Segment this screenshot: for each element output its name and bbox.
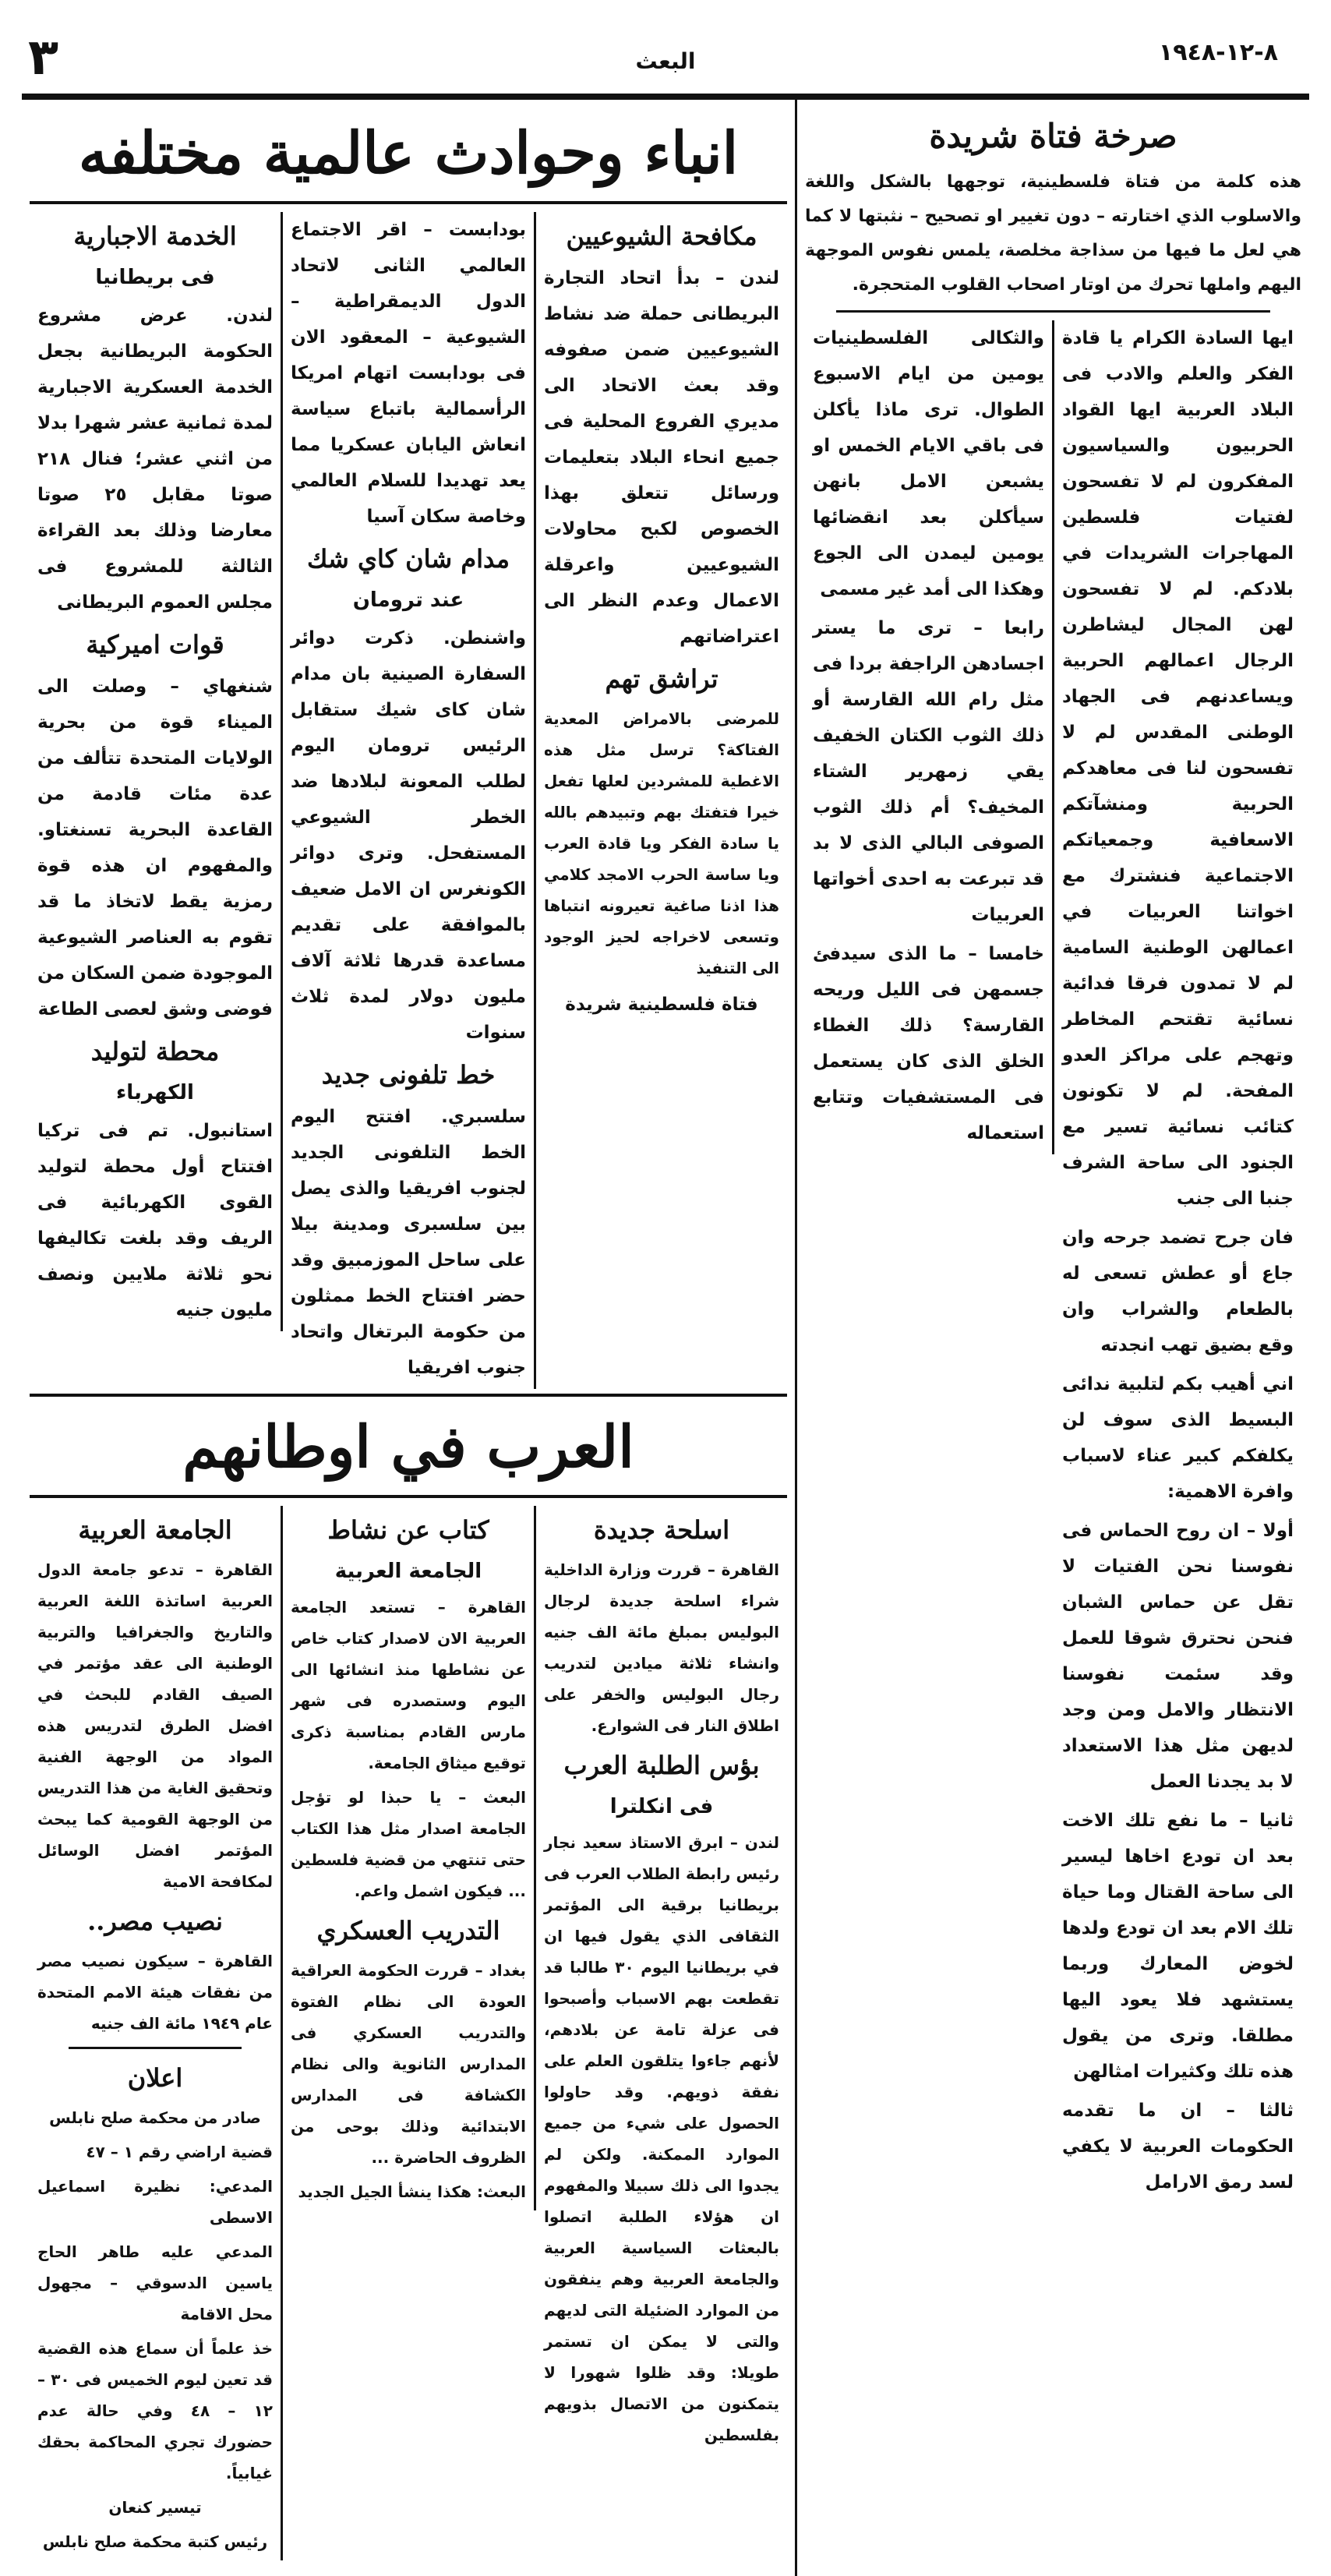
scream-paragraph: فان جرح تضمد جرحه وان جاع أو عطش تسعى له بالطعام والشراب وان وقع بضيق تهب انجدته — [1062, 1228, 1294, 1355]
article-body: لندن – بدأ اتحاد التجارة البريطانى حملة ضد نشاط الشيوعيين ضمن صفوفه وقد بعث الاتحاد الى مديري الفروع المحلية فى جميع انحاء البلاد بتعليمات ورسائل تتعلق بهذا الخصوص لكبح محاولات الشيوعيين واعرقلة الاعمال وعدم النظر الى اعتراضاتهم — [544, 268, 779, 647]
notice-title: اعلان — [127, 2063, 183, 2093]
article-title: التدريب العسكري — [316, 1916, 500, 1945]
article-body: القاهرة – قررت وزارة الداخلية شراء اسلحة جديدة لرجال البوليس بمبلغ مائة الف جنيه وانشاء ثلاثة ميادين لتدريب رجال البوليس والخفر على اطلاق النار فى الشوارع. — [544, 1560, 779, 1735]
editor-comment: البعث: هكذا ينشأ الجيل الجديد — [298, 2182, 526, 2201]
notice-line: خذ علماً أن سماع هذه القضية قد تعين ليوم الخميس فى ٣٠ – ١٢ – ٤٨ وفي حالة عدم حضورك تجري المحاكمة بحقك غيابياً. — [37, 2339, 274, 2482]
article-body: بغداد – قررت الحكومة العراقية العودة الى نظام الفتوة والتدريب العسكري فى المدارس الثانوية والى نظام الكشافة فى المدارس الابتدائية وذلك بوحى من الظروف الحاضرة ... — [291, 1961, 526, 2167]
intro-rule — [836, 310, 1270, 313]
article-title: خط تلفونى جديد — [321, 1060, 496, 1090]
section-rule — [30, 1394, 787, 1397]
arabs-columns — [30, 1506, 787, 2560]
article-title: كتاب عن نشاط — [327, 1515, 489, 1545]
article-subtitle: الجامعة العربية — [334, 1560, 482, 1583]
article-title: مدام شان كاي شك — [307, 544, 510, 574]
masthead — [22, 0, 1309, 100]
article-title: محطة لتوليد — [90, 1037, 220, 1066]
newspaper-name: البعث — [635, 48, 696, 74]
arabs-column-1 — [30, 1506, 283, 2560]
article-body: شنغهاي – وصلت الى الميناء قوة من بحرية الولايات المتحدة تتألف من عدة مئات قادمة من القاعدة البحرية تسنغتاو. والمفهوم ان هذه قوة رمزية يقط لاتخاذ ما قد تقوم به العناصر الشيوعية الموجودة ضمن السكان من فوضى وشق لعصى الطاعة — [37, 677, 273, 1019]
article-title: تراشق تهم — [605, 664, 718, 694]
world-news-column-2 — [283, 212, 536, 1389]
world-news-title: انباء وحوادث عالمية مختلفه — [78, 120, 739, 187]
world-news-columns — [30, 212, 787, 1389]
scream-paragraph: خامسا – ما الذى سيدفئ جسمهن فى الليل وريحه القارسة؟ ذلك الغطاء الخلق الذى كان يستعمل فى المستشفيات وتتابع استعماله — [813, 944, 1044, 1143]
article-subtitle: فى انكلترا — [609, 1795, 714, 1818]
scream-paragraph: ثانيا – ما نفع تلك الاخت بعد ان تودع اخاها ليسير الى ساحة القتال وما حياة تلك الام بعد ان تودع ولدها لخوض المعارك وربما يستشهد فلا يعود اليها مطلقا. وترى من يقول هذه تلك وكثيرات امثالهن — [1062, 1811, 1294, 2082]
arabs-column-2 — [283, 1506, 536, 2210]
article-body: لندن – ابرق الاستاذ سعيد نجار رئيس رابطة الطلاب العرب فى بريطانيا برقية الى المؤتمر الثقافى الذي يقول فيها ان في بريطانيا اليوم ٣٠ طالبا قد تقطعت بهم الاسباب وأصبحوا فى عزلة تامة عن بلادهم، لأنهم جاءوا يتلقون العلم على نفقة ذويهم. وقد حاولوا الحصول على شيء من جميع الموارد الممكنة. ولكن لم يجدوا الى ذلك سبيلا والمفهوم ان هؤلاء الطلبة اتصلوا بالبعثات السياسية العربية والجامعة العربية وهم ينفقون من الموارد الضئيلة التى لديهم والتى لا يمكن ان تستمر طويلا: وقد ظلوا شهورا لا يتمكنون من الاتصال بذويهم بفلسطين — [544, 1833, 779, 2444]
scream-column-right — [1054, 320, 1301, 2203]
article-body: استانبول. تم فى تركيا افتتاح أول محطة لتوليد القوى الكهربائية فى الريف وقد بلغت تكاليفها نحو ثلاثة ملايين ونصف مليون جنيه — [37, 1121, 273, 1320]
article-title: قوات اميركية — [86, 630, 224, 659]
notice-line: قضية اراضي رقم ١ – ٤٧ — [86, 2143, 273, 2161]
court-notice — [37, 2057, 273, 2557]
notice-signer-title: رئيس كتبة محكمة صلح نابلس — [42, 2532, 268, 2551]
article-body: القاهرة – سيكون نصيب مصر من نفقات هيئة الامم المتحدة عام ١٩٤٩ مائة الف جنيه — [37, 1952, 273, 2033]
article-body: سلسبري. افتتح اليوم الخط التلفونى الجديد لجنوب افريقيا والذى يصل بين سلسبرى ومدينة بيلا على ساحل الموزمبيق وقد حضر افتتاح الخط ممثلون من حكومة البرتغال واتحاد جنوب افريقيا — [291, 1107, 526, 1378]
scream-article — [795, 100, 1309, 2576]
article-subtitle: الكهرباء — [116, 1081, 194, 1104]
notice-signer: تيسير كنعان — [108, 2498, 202, 2517]
scream-paragraph: ايها السادة الكرام يا قادة الفكر والعلم والادب فى البلاد العربية ايها القواد الحربيون والسياسيون المفكرون لم لا تفسحون لفتيات فلسطين المهاجرات الشريدات في بلادكم. لم لا تفسحون لهن المجال ليشاطرن الرجال اعمالهم الحربية ويساعدنهم فى الجهاد الوطنى المقدس لم لا تفسحون لنا فى معاهدكم الحربية ومنشآتكم الاسعافية وجمعياتكم الاجتماعية فنشترك مع اخواتنا العربيات في اعمالهن الوطنية السامية لم لا تمدون فرقا فدائية نسائية تقتحم المخاطر وتهجم على مراكز العدو المفحة. لم لا تكونون كتائب نسائية تسير مع الجنود الى ساحة الشرف جنبا الى جنب — [1062, 328, 1294, 1209]
scream-title: صرخة فتاة شريدة — [929, 117, 1177, 155]
scream-intro: هذه كلمة من فتاة فلسطينية، توجهها بالشكل واللغة والاسلوب الذي اختارته – دون تغيير او تصحيح – نثبتها لا كما هي لعل ما فيها من سذاجة مخلصة، يلمس نفوس الموجهة اليهم واملها تحرك من اوتار اصحاب القلوب المتحجرة. — [805, 172, 1301, 295]
article-title: اسلحة جديدة — [593, 1515, 730, 1545]
scream-article-header — [805, 111, 1301, 302]
scream-paragraph: والثكالى الفلسطينيات يومين من ايام الاسبوع الطوال. ترى ماذا يأكلن فى باقي الايام الخمس او يشبعن الامل بانهن سيأكلن بعد انقضائها يومين ليمدن الى الجوع وهكذا الى أمد غير مسمى — [813, 328, 1044, 599]
notice-line: المدعي عليه طاهر الحاج ياسين الدسوقي – مجهول محل الاقامة — [37, 2242, 273, 2323]
article-body: بودابست – اقر الاجتماع العالمي الثانى لاتحاد الدول الديمقراطية – الشيوعية – المعقود الان فى بودابست اتهام امريكا الرأسمالية باتباع سياسة انعاش اليابان عسكريا مما يعد تهديدا للسلام العالمي وخاصة سكان آسيا — [291, 220, 526, 527]
scream-column-left — [805, 320, 1054, 1154]
scream-paragraph: ثالثا – ان ما تقدمه الحكومات العربية لا يكفي لسد رمق الارامل — [1062, 2101, 1294, 2193]
article-body: للمرضى بالامراض المعدية الفتاكة؟ ترسل مثل هذه الاغطية للمشردين لعلها تفعل خيرا فتفتك بهم وتبيدهم بالله يا سادة الفكر ويا قادة العرب ويا ساسة الحرب الامجد كلامي هذا اذنا صاغية تعيرونه انتباها وتسعى لاخراجه لحيز الوجود الى التنفيذ — [544, 709, 779, 977]
arabs-column-3 — [536, 1506, 787, 2454]
issue-date: ٨-١٢-١٩٤٨ — [1158, 39, 1278, 66]
notice-rule — [69, 2047, 242, 2049]
arabs-banner — [30, 1405, 787, 1490]
article-title: نصيب مصر.. — [87, 1906, 223, 1936]
page-sheet — [22, 100, 1309, 2576]
news-region — [22, 100, 795, 2576]
banner-rule — [30, 1495, 787, 1498]
article-subtitle: فى بريطانيا — [95, 266, 215, 289]
world-news-banner — [30, 111, 787, 196]
arabs-title: العرب في اوطانهم — [182, 1414, 634, 1481]
scream-paragraph: رابعا – ترى ما يستر اجسادهن الراجفة بردا فى مثل رام الله القارسة أو ذلك الثوب الكتان الخفيف يقي زمهرير الشتاء المخيف؟ أم ذلك الثوب الصوفى البالي الذى لا بد قد تبرعت به احدى أخواتها العربيات — [813, 618, 1044, 925]
world-news-column-1 — [30, 212, 283, 1331]
world-news-column-3 — [536, 212, 787, 1026]
article-title: بؤس الطلبة العرب — [563, 1751, 760, 1780]
scream-columns — [805, 320, 1301, 2203]
article-title: الجامعة العربية — [78, 1515, 232, 1545]
editor-comment: البعث – يا حبذا لو تؤجل الجامعة اصدار مثل هذا الكتاب حتى تنتهي من قضية فلسطين ... فيكون اشمل واعم. — [291, 1788, 526, 1900]
notice-line: صادر من محكمة صلح نابلس — [49, 2108, 261, 2127]
article-subtitle: عند ترومان — [352, 588, 464, 612]
scream-paragraph: اني أهيب بكم لتلبية ندائى البسيط الذى سوف لن يكلفكم كبير عناء لاسباب وافرة الاهمية: — [1062, 1374, 1294, 1502]
page-number: ٣ — [28, 29, 59, 87]
article-title: الخدمة الاجبارية — [73, 221, 237, 251]
scream-paragraph: أولا – ان روح الحماس فى نفوسنا نحن الفتيات لا تقل عن حماس الشبان فنحن نحترق شوقا للعمل وقد سئمت نفوسنا الانتظار والامل ومن وجد لديهن مثل هذا الاستعداد لا بد يجدنا العمل — [1062, 1521, 1294, 1792]
article-body: القاهرة – تدعو جامعة الدول العربية اساتذة اللغة العربية والتاريخ والجغرافيا والتربية الوطنية الى عقد مؤتمر في الصيف القادم للبحث في افضل الطرق لتدريس هذه المواد من الوجهة الفنية وتحقيق الغاية من هذا التدريس من الوجهة القومية كما يبحث المؤتمر افضل الوسائل لمكافحة الامية — [37, 1560, 273, 1891]
notice-line: المدعي: نظيرة اسماعيل الاسطى — [37, 2177, 273, 2227]
article-body: لندن. عرض مشروع الحكومة البريطانية بجعل الخدمة العسكرية الاجبارية لمدة ثمانية عشر شهرا بدلا من اثني عشر؛ فنال ٢١٨ صوتا مقابل ٢٥ صوتا معارضا وذلك بعد القراءة الثالثة للمشروع فى مجلس العموم البريطانى — [37, 306, 273, 613]
scream-signature: فتاة فلسطينية شريدة — [565, 995, 758, 1015]
article-body: واشنطن. ذكرت دوائر السفارة الصينية بان مدام شان كاى شيك ستقابل الرئيس ترومان اليوم لطلب المعونة لبلادها ضد الخطر الشيوعي المستفحل. وترى دوائر الكونغرس ان الامل ضعيف بالموافقة على تقديم مساعدة قدرها ثلاثة آلاف مليون دولار لمدة ثلاث سنوات — [291, 628, 526, 1043]
article-body: القاهرة – تستعد الجامعة العربية الان لاصدار كتاب خاص عن نشاطها منذ انشائها الى اليوم وستصدره فى شهر مارس القادم بمناسبة ذكرى توقيع ميثاق الجامعة. — [291, 1598, 526, 1772]
article-title: مكافحة الشيوعيين — [566, 221, 757, 251]
banner-rule — [30, 201, 787, 204]
